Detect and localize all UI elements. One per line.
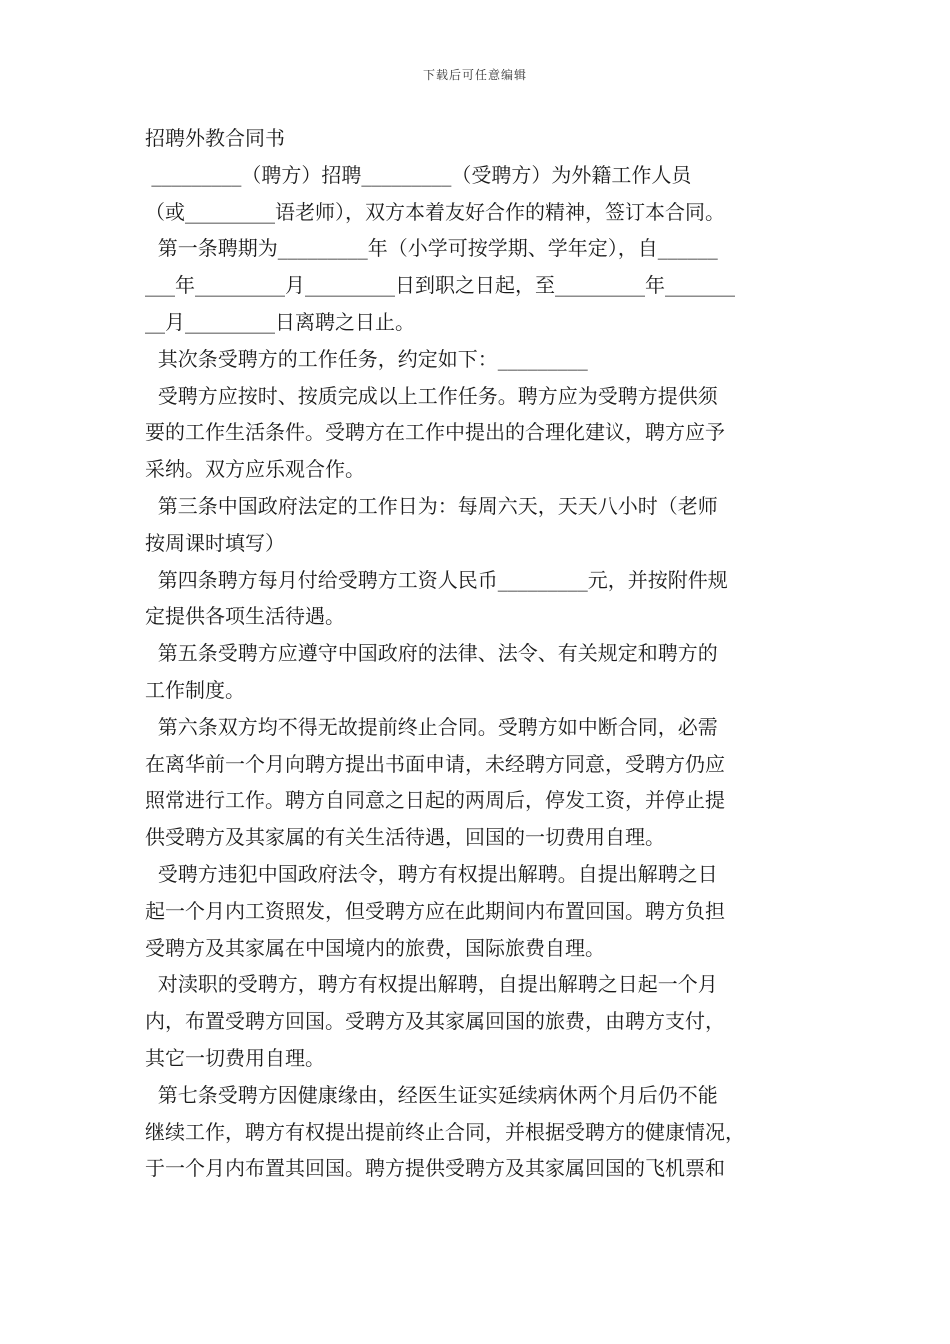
text-line: 其次条受聘方的工作任务，约定如下：_________ bbox=[145, 346, 588, 371]
text-line: 供受聘方及其家属的有关生活待遇，回国的一切费用自理。 bbox=[145, 825, 665, 850]
text-line: 按周课时填写） bbox=[145, 530, 285, 555]
text-line: __月_________日离聘之日止。 bbox=[145, 309, 415, 334]
text-line: 其它一切费用自理。 bbox=[145, 1045, 325, 1070]
text-line: 于一个月内布置其回国。聘方提供受聘方及其家属回国的飞机票和 bbox=[145, 1156, 725, 1181]
document-title: 招聘外教合同书 bbox=[145, 126, 285, 150]
text-line: 第七条受聘方因健康缘由，经医生证实延续病休两个月后仍不能 bbox=[145, 1082, 718, 1107]
text-line: 继续工作，聘方有权提出提前终止合同，并根据受聘方的健康情况， bbox=[145, 1119, 745, 1144]
text-line: 内，布置受聘方回国。受聘方及其家属回国的旅费，由聘方支付， bbox=[145, 1009, 725, 1034]
text-line: 第一条聘期为_________年（小学可按学期、学年定），自______ bbox=[145, 236, 718, 261]
text-line: _________（聘方）招聘_________（受聘方）为外籍工作人员 bbox=[145, 162, 692, 187]
text-line: 第三条中国政府法定的工作日为：每周六天，天天八小时（老师 bbox=[145, 493, 718, 518]
text-line: 受聘方应按时、按质完成以上工作任务。聘方应为受聘方提供须 bbox=[145, 383, 718, 408]
document-body bbox=[145, 120, 815, 1187]
text-line: 工作制度。 bbox=[145, 677, 245, 702]
text-line: 第四条聘方每月付给受聘方工资人民币_________元，并按附件规 bbox=[145, 567, 728, 592]
page-header-note: 下载后可任意编辑 bbox=[422, 68, 527, 82]
text-line: 照常进行工作。聘方自同意之日起的两周后，停发工资，并停止提 bbox=[145, 788, 725, 813]
text-line: 受聘方及其家属在中国境内的旅费，国际旅费自理。 bbox=[145, 935, 605, 960]
text-line: 定提供各项生活待遇。 bbox=[145, 604, 345, 629]
text-line: 采纳。双方应乐观合作。 bbox=[145, 457, 365, 482]
text-line: 在离华前一个月向聘方提出书面申请，未经聘方同意，受聘方仍应 bbox=[145, 751, 725, 776]
text-line: 要的工作生活条件。受聘方在工作中提出的合理化建议，聘方应予 bbox=[145, 420, 725, 445]
text-line: 对渎职的受聘方，聘方有权提出解聘，自提出解聘之日起一个月 bbox=[145, 972, 718, 997]
text-line: 第五条受聘方应遵守中国政府的法律、法令、有关规定和聘方的 bbox=[145, 641, 718, 666]
text-line: 第六条双方均不得无故提前终止合同。受聘方如中断合同，必需 bbox=[145, 714, 718, 739]
text-line: 起一个月内工资照发，但受聘方应在此期间内布置回国。聘方负担 bbox=[145, 898, 725, 923]
text-line: （或_________语老师），双方本着友好合作的精神，签订本合同。 bbox=[145, 199, 725, 224]
text-line: ___年_________月_________日到职之日起，至_________年_______ bbox=[145, 273, 735, 298]
text-line: 受聘方违犯中国政府法令，聘方有权提出解聘。自提出解聘之日 bbox=[145, 861, 718, 886]
